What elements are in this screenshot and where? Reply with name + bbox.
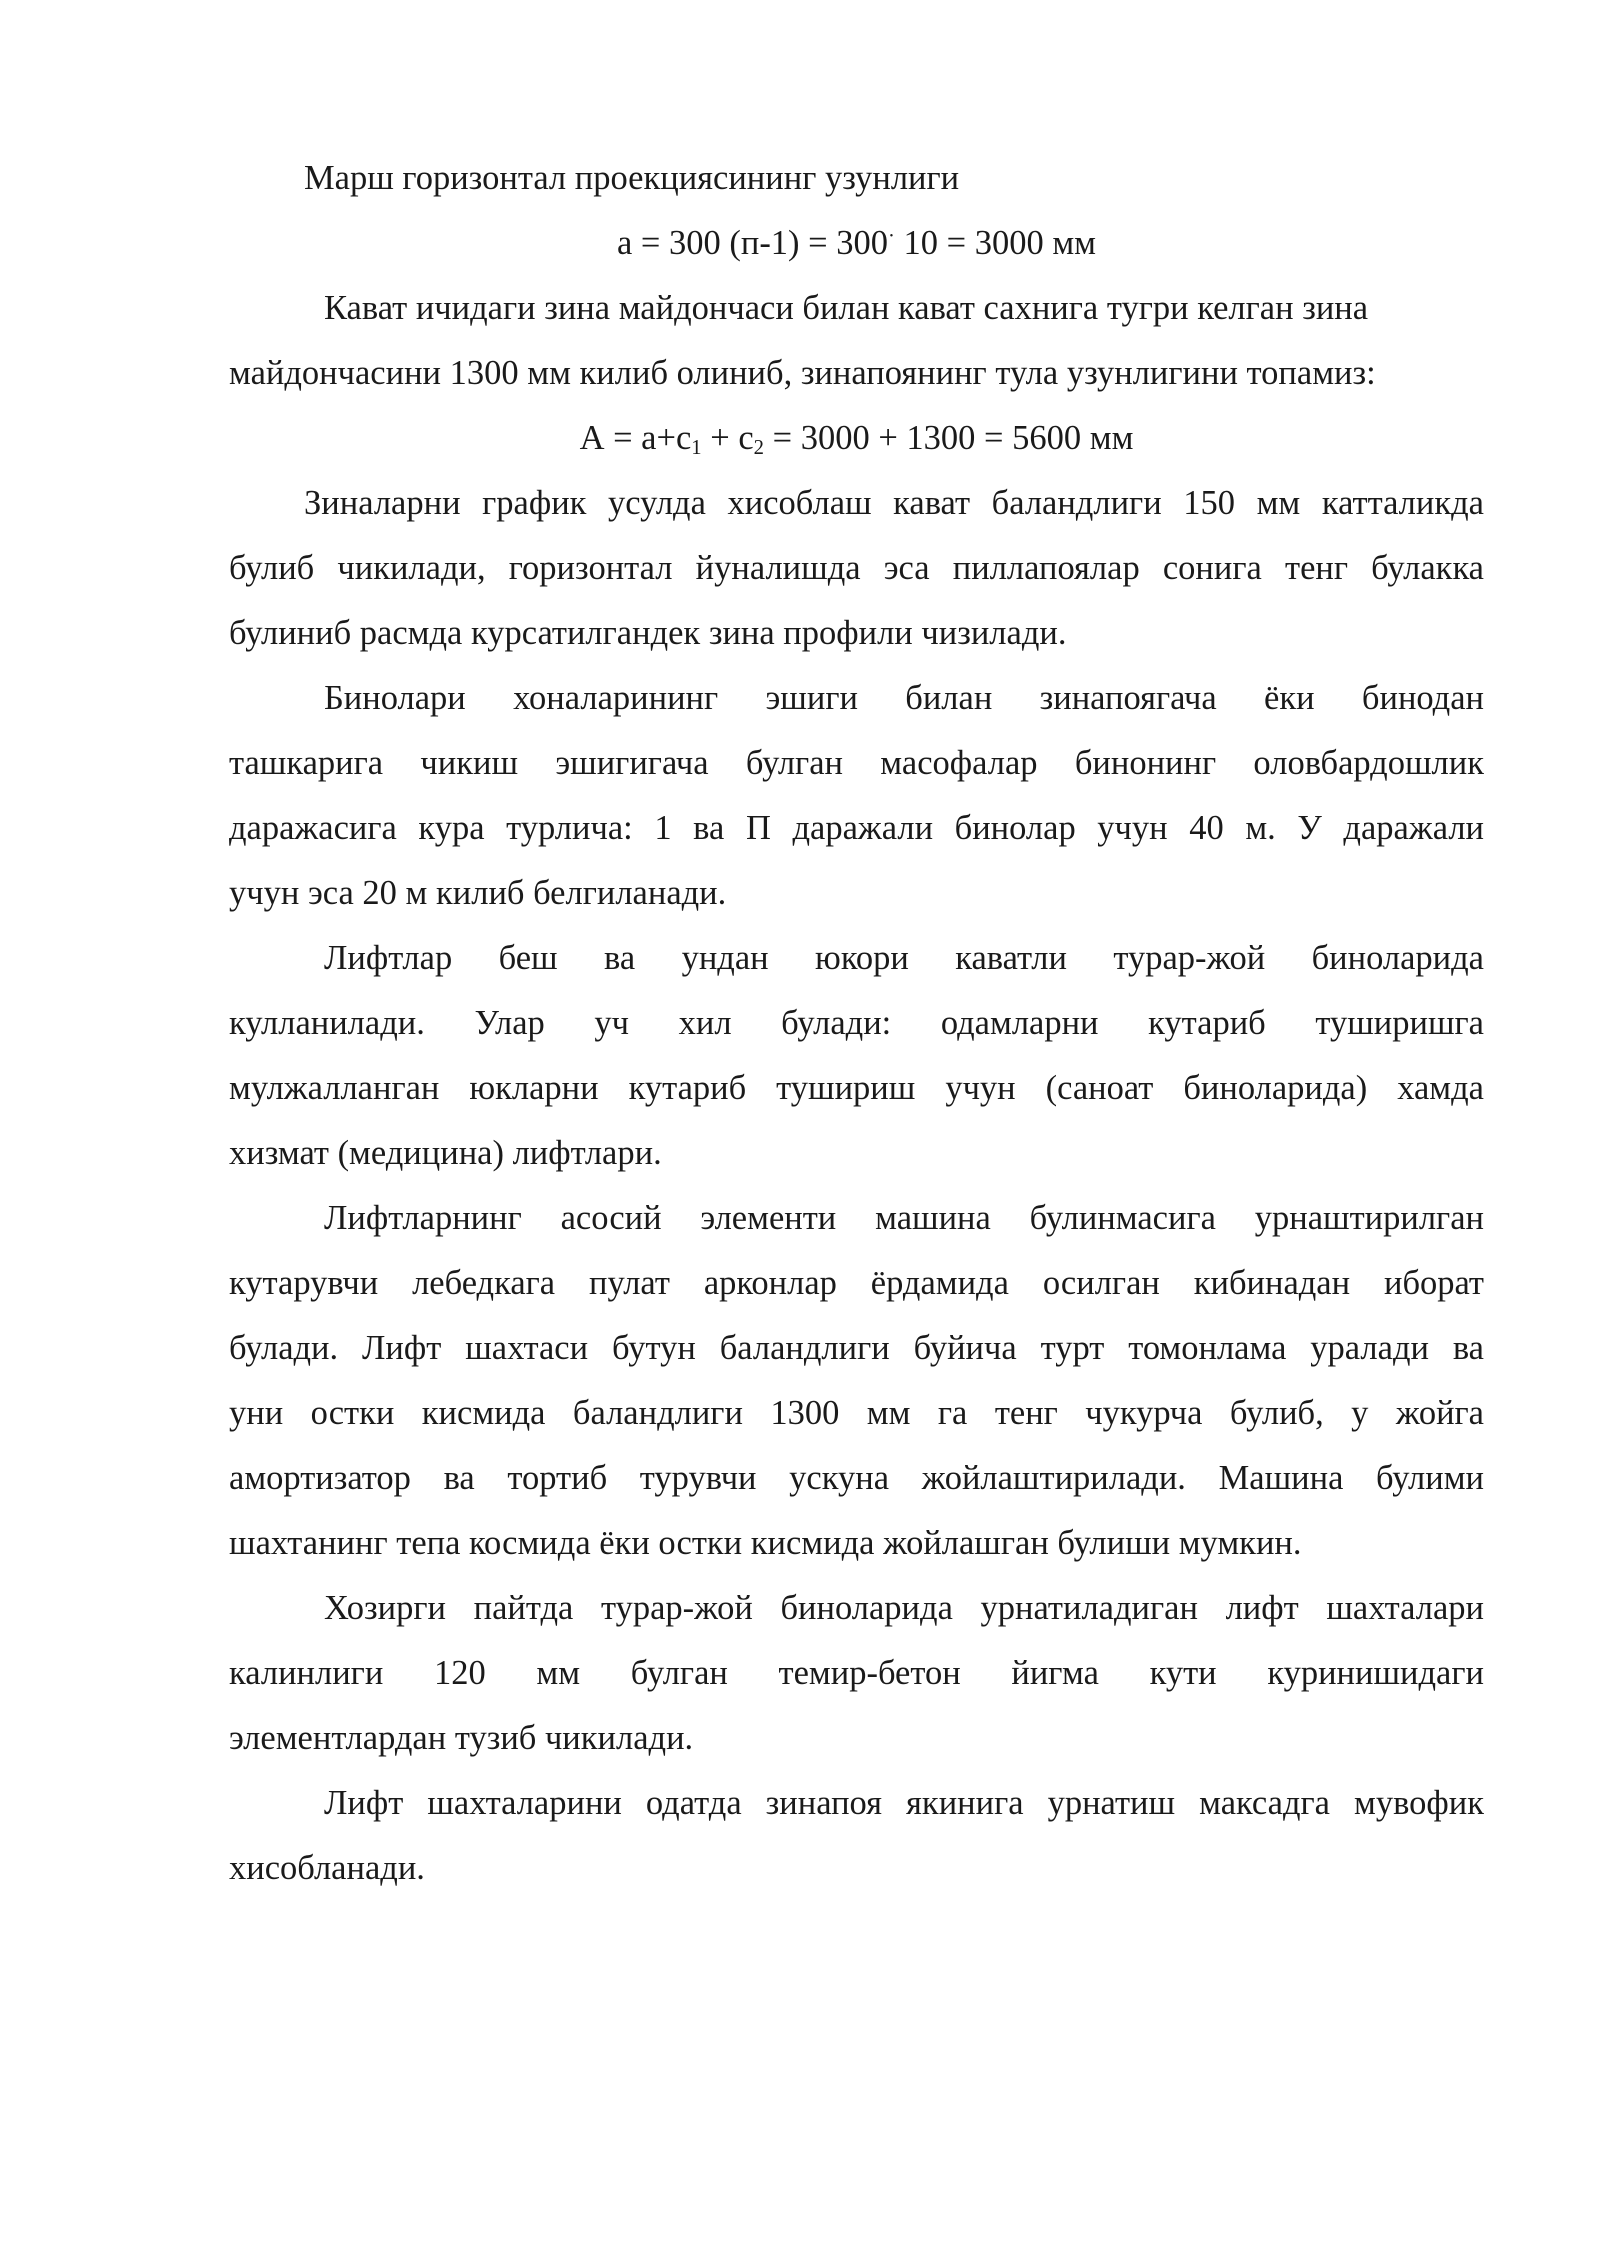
- paragraph-line: даражасига кура турлича: 1 ва П даражали бинолар учун 40 м. У даражали: [229, 809, 1484, 847]
- paragraph-line: уни остки кисмида баландлиги 1300 мм га тенг чукурча булиб, у жойга: [229, 1394, 1484, 1432]
- paragraph-line: майдончасини 1300 мм килиб олиниб, зинапоянинг тула узунлигини топамиз:: [229, 354, 1376, 392]
- paragraph-line: Лифтлар беш ва ундан юкори каватли турар-жой биноларида: [324, 939, 1484, 977]
- paragraph-line: Хозирги пайтда турар-жой биноларида урнатиладиган лифт шахталари: [324, 1589, 1484, 1627]
- paragraph-line: Марш горизонтал проекциясининг узунлиги: [304, 159, 960, 197]
- paragraph-line: калинлиги 120 мм булган темир-бетон йигма кути куринишидаги: [229, 1654, 1484, 1692]
- formula-stair-length: [229, 211, 1484, 276]
- paragraph-line: кутарувчи лебедкага пулат арконлар ёрдамида осилган кибинадан иборат: [229, 1264, 1484, 1302]
- formula-rhs: 10 = 3000 мм: [894, 224, 1097, 262]
- paragraph-line: Зиналарни график усулда хисоблаш кават баландлиги 150 мм катталикда: [304, 484, 1484, 522]
- paragraph-line: Лифтларнинг асосий элементи машина булинмасига урнаштирилган: [324, 1199, 1484, 1237]
- formula-subscript: 2: [753, 437, 764, 460]
- paragraph-line: элементлардан тузиб чикилади.: [229, 1719, 694, 1757]
- paragraph-line: булиб чикилади, горизонтал йуналишда эса пиллапоялар сонига тенг булакка: [229, 549, 1484, 587]
- formula-multiplication-dot: ·: [888, 225, 895, 248]
- formula-lhs: а = 300 (п-1) = 300: [616, 224, 888, 262]
- formula-subscript: 1: [691, 437, 702, 460]
- paragraph-line: булиниб расмда курсатилгандек зина профили чизилади.: [229, 614, 1067, 652]
- page-text: [229, 146, 1484, 1901]
- paragraph-line: кулланилади. Улар уч хил булади: одамларни кутариб туширишга: [229, 1004, 1484, 1042]
- formula-part: + с: [701, 419, 754, 457]
- formula-full-length: [229, 406, 1484, 471]
- paragraph-line: шахтанинг тепа космида ёки остки кисмида жойлашган булиши мумкин.: [229, 1524, 1302, 1562]
- paragraph-line: Кават ичидаги зина майдончаси билан кават сахнига тугри келган зина: [324, 289, 1369, 327]
- paragraph-line: Бинолари хоналарининг эшиги билан зинапоягача ёки бинодан: [324, 679, 1484, 717]
- paragraph-line: амортизатор ва тортиб турувчи ускуна жойлаштирилади. Машина булими: [229, 1459, 1484, 1497]
- paragraph-line: хизмат (медицина) лифтлари.: [229, 1134, 662, 1172]
- paragraph-line: хисобланади.: [229, 1849, 425, 1887]
- paragraph-line: булади. Лифт шахтаси бутун баландлиги буйича турт томонлама уралади ва: [229, 1329, 1484, 1367]
- formula-part: А = а+с: [579, 419, 692, 457]
- paragraph-line: учун эса 20 м килиб белгиланади.: [229, 874, 727, 912]
- paragraph-line: Лифт шахталарини одатда зинапоя якинига урнатиш максадга мувофик: [324, 1784, 1484, 1822]
- paragraph-line: мулжалланган юкларни кутариб тушириш учун (саноат биноларида) хамда: [229, 1069, 1484, 1107]
- paragraph-line: ташкарига чикиш эшигигача булган масофалар бинонинг оловбардошлик: [229, 744, 1484, 782]
- formula-part: = 3000 + 1300 = 5600 мм: [764, 419, 1134, 457]
